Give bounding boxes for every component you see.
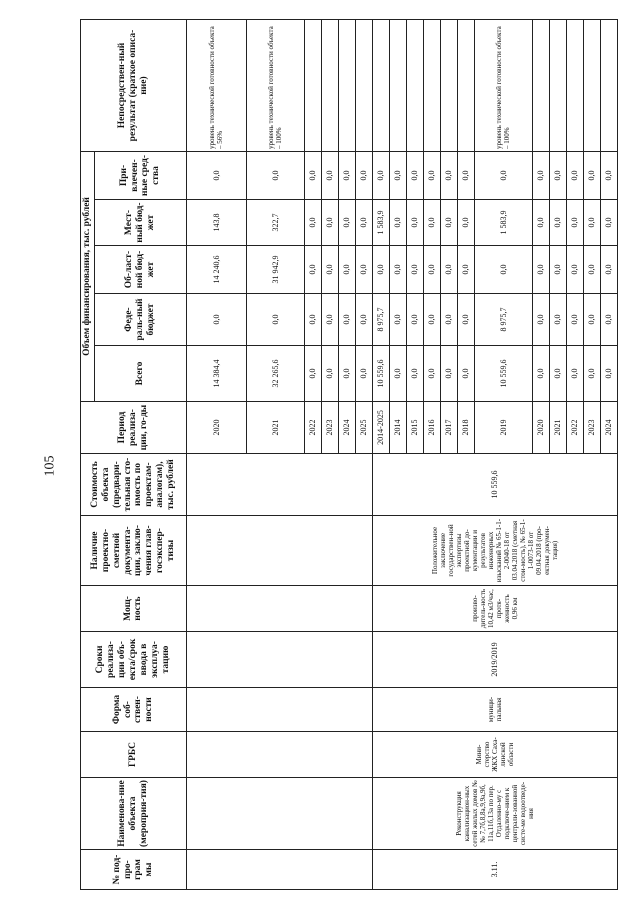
period-cell: 2014-2025 — [372, 402, 389, 454]
header-total: Всего — [94, 346, 186, 402]
cost-cell — [186, 454, 372, 516]
header-federal: Феде-раль-ный бюджет — [94, 294, 186, 346]
total-cell: 0,0 — [457, 346, 474, 402]
result-cell — [583, 20, 600, 152]
period-cell: 2019 — [474, 402, 532, 454]
local-cell: 322,7 — [246, 200, 304, 246]
federal-cell: 0,0 — [440, 294, 457, 346]
attracted-cell: 0,0 — [423, 152, 440, 200]
item-form: муници-пальная — [372, 688, 617, 732]
total-cell: 10 559,6 — [474, 346, 532, 402]
item-cost: 10 559,6 — [372, 454, 617, 516]
header-no: № под-про-грам мы — [81, 850, 187, 890]
attracted-cell: 0,0 — [246, 152, 304, 200]
regional-cell: 0,0 — [389, 246, 406, 294]
attracted-cell: 0,0 — [583, 152, 600, 200]
period-cell: 2025 — [355, 402, 372, 454]
period-cell: 2020 — [186, 402, 246, 454]
result-cell — [440, 20, 457, 152]
federal-cell: 0,0 — [583, 294, 600, 346]
result-cell — [600, 20, 617, 152]
total-cell: 14 384,4 — [186, 346, 246, 402]
total-cell: 0,0 — [549, 346, 566, 402]
local-cell: 0,0 — [457, 200, 474, 246]
result-cell — [389, 20, 406, 152]
regional-cell: 31 942,9 — [246, 246, 304, 294]
federal-cell: 8 975,7 — [474, 294, 532, 346]
total-cell: 0,0 — [600, 346, 617, 402]
period-cell: 2021 — [246, 402, 304, 454]
item-rows — [372, 20, 617, 890]
item-name: Реконструкция канализацион-ных сетей жилых домов №№ 7,7б,8,8а,9,9а,9б, 11а,11б,13а по пер. Отдаленно-му с подключе-нием к централи-зованной систе-ме водоотведе-ния — [372, 778, 617, 850]
total-cell: 32 265,6 — [246, 346, 304, 402]
total-cell: 0,0 — [304, 346, 321, 402]
period-cell: 2024 — [338, 402, 355, 454]
header-funding: Объем финансирования, тыс. рублей — [81, 152, 95, 402]
result-cell — [423, 20, 440, 152]
header-form: Форма соб-ствен-ности — [81, 688, 187, 732]
result-cell: уровень технической готовности объекта – 100% — [246, 20, 304, 152]
attracted-cell: 0,0 — [355, 152, 372, 200]
federal-cell: 0,0 — [304, 294, 321, 346]
item-power: произво-дитель-ность 10,42 м3/час, протя-женность 0,96 км — [372, 586, 617, 632]
header-terms: Сроки реализа-ции объ-екта/срок ввода в эксплуа-тацию — [81, 632, 187, 688]
attracted-cell: 0,0 — [338, 152, 355, 200]
result-cell — [321, 20, 338, 152]
total-cell: 0,0 — [406, 346, 423, 402]
result-cell — [406, 20, 423, 152]
attracted-cell: 0,0 — [600, 152, 617, 200]
local-cell: 0,0 — [355, 200, 372, 246]
result-cell — [372, 20, 389, 152]
item-terms: 2019/2019 — [372, 632, 617, 688]
total-cell: 0,0 — [338, 346, 355, 402]
total-cell: 0,0 — [355, 346, 372, 402]
federal-cell: 0,0 — [186, 294, 246, 346]
local-cell: 143,8 — [186, 200, 246, 246]
header-result: Непосредствен-ный результат (краткое описа-ние) — [81, 20, 187, 152]
total-cell: 10 559,6 — [372, 346, 389, 402]
federal-cell: 0,0 — [389, 294, 406, 346]
result-cell — [457, 20, 474, 152]
attracted-cell: 0,0 — [549, 152, 566, 200]
regional-cell: 0,0 — [338, 246, 355, 294]
attracted-cell: 0,0 — [186, 152, 246, 200]
period-cell: 2022 — [304, 402, 321, 454]
federal-cell: 0,0 — [532, 294, 549, 346]
regional-cell: 0,0 — [440, 246, 457, 294]
federal-cell: 0,0 — [566, 294, 583, 346]
header-name: Наименова-ние объекта (мероприя-тия) — [81, 778, 187, 850]
docs-cell — [186, 516, 372, 586]
form-cell — [186, 688, 372, 732]
federal-cell: 0,0 — [321, 294, 338, 346]
period-cell: 2022 — [566, 402, 583, 454]
regional-cell: 0,0 — [406, 246, 423, 294]
header-period: Период реализа-ции, го-ды — [81, 402, 187, 454]
attracted-cell: 0,0 — [566, 152, 583, 200]
item-grbs: Мини-стерство ЖКХ Саха-линской области — [372, 732, 617, 778]
regional-cell: 0,0 — [532, 246, 549, 294]
regional-cell: 0,0 — [355, 246, 372, 294]
local-cell: 0,0 — [423, 200, 440, 246]
total-cell: 0,0 — [583, 346, 600, 402]
period-cell: 2014 — [389, 402, 406, 454]
header-docs: Наличие проектно-сметной документа-ции, заклю-чения глав-госэкспер-тизы — [81, 516, 187, 586]
result-cell — [355, 20, 372, 152]
header-attracted: При-влечен-ные сред-ства — [94, 152, 186, 200]
regional-cell: 0,0 — [549, 246, 566, 294]
local-cell: 0,0 — [549, 200, 566, 246]
period-cell: 2023 — [583, 402, 600, 454]
total-cell: 0,0 — [423, 346, 440, 402]
local-cell: 1 583,9 — [474, 200, 532, 246]
attracted-cell: 0,0 — [532, 152, 549, 200]
regional-cell: 0,0 — [600, 246, 617, 294]
regional-cell: 0,0 — [372, 246, 389, 294]
federal-cell: 0,0 — [406, 294, 423, 346]
item-no: 3.11. — [372, 850, 617, 890]
regional-cell: 14 240,6 — [186, 246, 246, 294]
page-number-text: 105 — [42, 455, 58, 477]
result-cell — [566, 20, 583, 152]
regional-cell: 0,0 — [566, 246, 583, 294]
federal-cell: 0,0 — [338, 294, 355, 346]
local-cell: 0,0 — [440, 200, 457, 246]
total-cell: 0,0 — [566, 346, 583, 402]
result-cell — [532, 20, 549, 152]
table-header — [81, 20, 187, 890]
continuation-rows — [186, 20, 372, 890]
local-cell: 0,0 — [566, 200, 583, 246]
period-cell: 2023 — [321, 402, 338, 454]
local-cell: 0,0 — [583, 200, 600, 246]
local-cell: 0,0 — [389, 200, 406, 246]
terms-cell — [186, 632, 372, 688]
attracted-cell: 0,0 — [389, 152, 406, 200]
local-cell: 1 583,9 — [372, 200, 389, 246]
attracted-cell: 0,0 — [372, 152, 389, 200]
attracted-cell: 0,0 — [321, 152, 338, 200]
period-cell: 2017 — [440, 402, 457, 454]
regional-cell: 0,0 — [474, 246, 532, 294]
regional-cell: 0,0 — [304, 246, 321, 294]
header-cost: Стоимость объекта (предвари-тельная сто-имость по проектам-аналогам), тыс. рублей — [81, 454, 187, 516]
result-cell — [338, 20, 355, 152]
total-cell: 0,0 — [532, 346, 549, 402]
local-cell: 0,0 — [304, 200, 321, 246]
local-cell: 0,0 — [600, 200, 617, 246]
no-cell — [186, 850, 372, 890]
local-cell: 0,0 — [532, 200, 549, 246]
name-cell — [186, 778, 372, 850]
federal-cell: 0,0 — [423, 294, 440, 346]
regional-cell: 0,0 — [457, 246, 474, 294]
item-docs: Положительное заключение государствен-ной экспертизы проектной до-кументации и результатов инженерных изысканий № 65-1-1-2-0040-18 от 03.04.2018 (сметная стои-мость), № 65-1-1-0073-18 от 09.04.2018 (про-ектная докумен-тация) — [372, 516, 617, 586]
attracted-cell: 0,0 — [440, 152, 457, 200]
attracted-cell: 0,0 — [304, 152, 321, 200]
local-cell: 0,0 — [321, 200, 338, 246]
result-cell — [549, 20, 566, 152]
header-grbs: ГРБС — [81, 732, 187, 778]
federal-cell: 0,0 — [600, 294, 617, 346]
grbs-cell — [186, 732, 372, 778]
power-cell — [186, 586, 372, 632]
header-local: Мест-ный бюд-жет — [94, 200, 186, 246]
federal-cell: 0,0 — [355, 294, 372, 346]
regional-cell: 0,0 — [583, 246, 600, 294]
attracted-cell: 0,0 — [457, 152, 474, 200]
table-row — [372, 20, 389, 890]
total-cell: 0,0 — [389, 346, 406, 402]
period-cell: 2015 — [406, 402, 423, 454]
period-cell: 2020 — [532, 402, 549, 454]
attracted-cell: 0,0 — [406, 152, 423, 200]
federal-cell: 0,0 — [549, 294, 566, 346]
rotated-table-page — [80, 20, 625, 890]
attracted-cell: 0,0 — [474, 152, 532, 200]
period-cell: 2021 — [549, 402, 566, 454]
period-cell: 2024 — [600, 402, 617, 454]
regional-cell: 0,0 — [423, 246, 440, 294]
result-cell — [304, 20, 321, 152]
period-cell: 2016 — [423, 402, 440, 454]
header-power: Мощ-ность — [81, 586, 187, 632]
local-cell: 0,0 — [406, 200, 423, 246]
financing-table — [80, 19, 618, 890]
result-cell: уровень технической готовности объекта – 100% — [474, 20, 532, 152]
regional-cell: 0,0 — [321, 246, 338, 294]
federal-cell: 0,0 — [457, 294, 474, 346]
table-row — [186, 20, 246, 890]
federal-cell: 0,0 — [246, 294, 304, 346]
federal-cell: 8 975,7 — [372, 294, 389, 346]
page-number — [40, 455, 61, 477]
local-cell: 0,0 — [338, 200, 355, 246]
period-cell: 2018 — [457, 402, 474, 454]
total-cell: 0,0 — [321, 346, 338, 402]
header-regional: Об-ласт-ной бюд-жет — [94, 246, 186, 294]
total-cell: 0,0 — [440, 346, 457, 402]
result-cell: уровень технической готовности объекта – 56% — [186, 20, 246, 152]
